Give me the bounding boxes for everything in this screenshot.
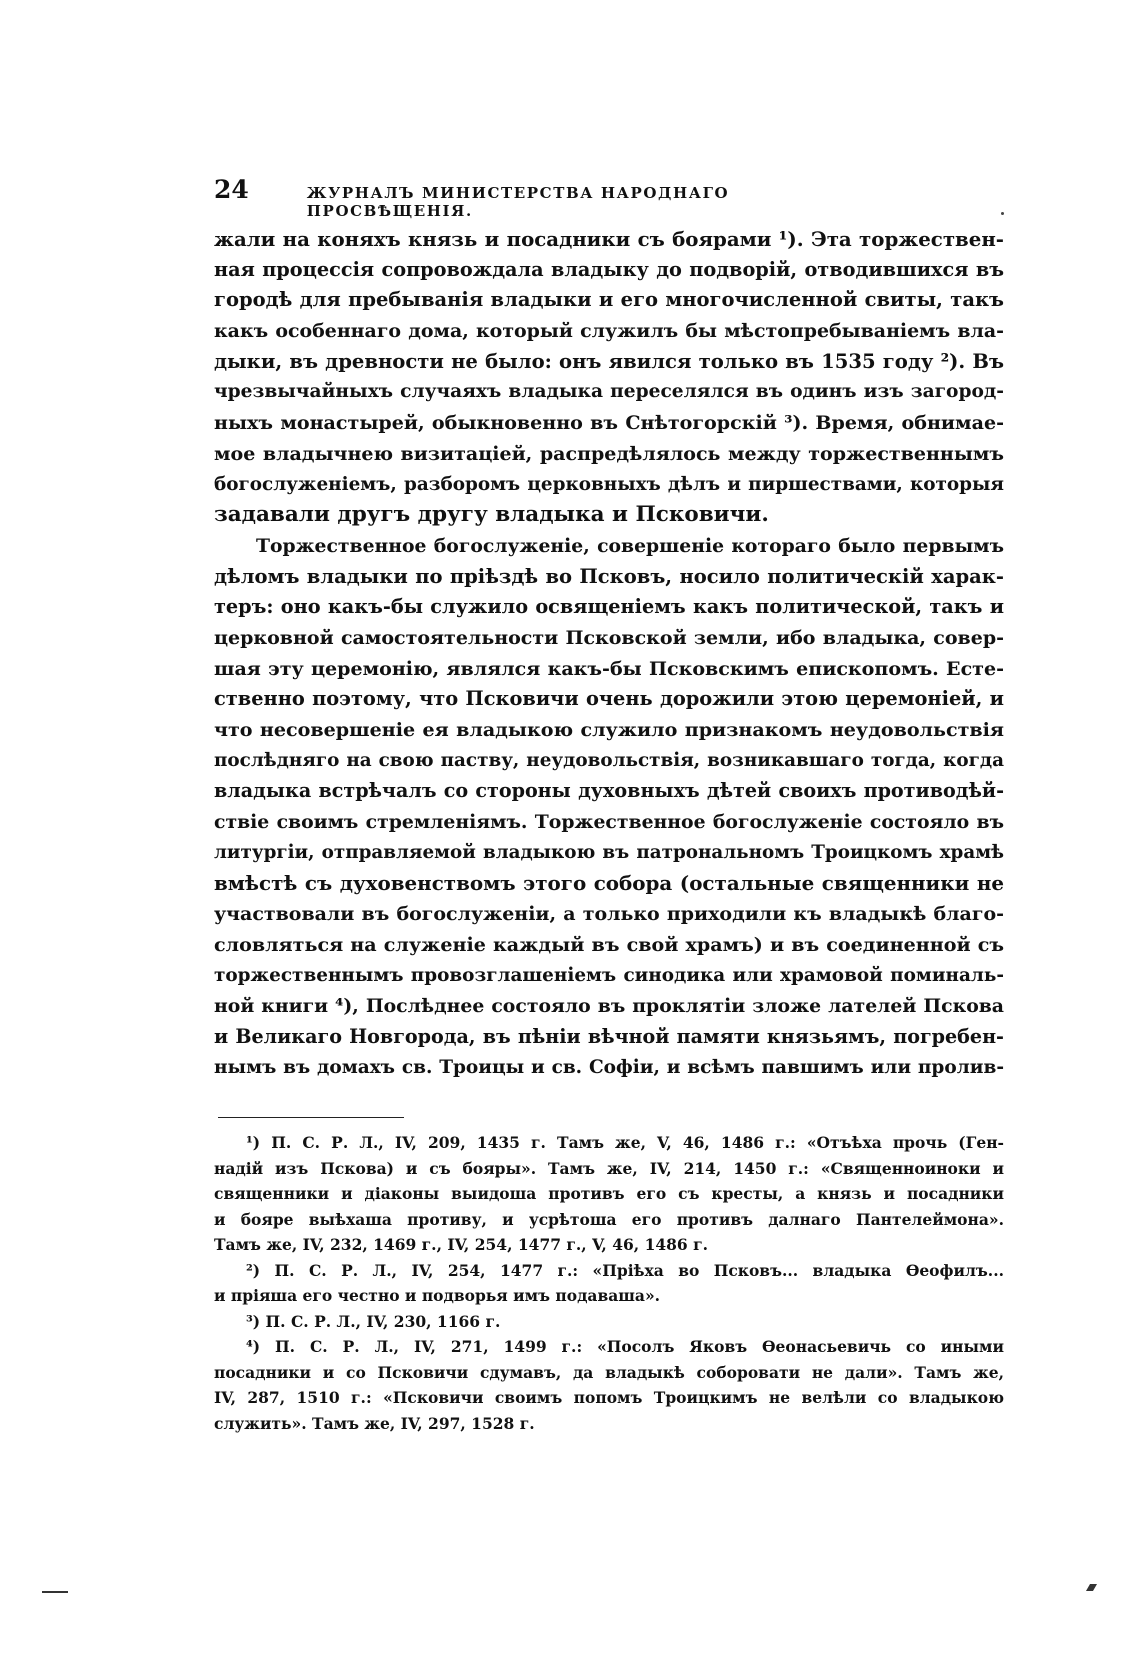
body-line: какъ особеннаго дома, который служилъ бы мѣстопребываніемъ вла- bbox=[214, 320, 1004, 343]
body-line: дыки, въ древности не было: онъ явился только въ 1535 году ²). Въ bbox=[214, 349, 1004, 373]
body-line: владыка встрѣчалъ со стороны духовныхъ дѣтей своихъ противодѣй- bbox=[214, 779, 1004, 803]
footnote-line: и пріяша его честно и подворья имъ подаваша». bbox=[214, 1286, 661, 1305]
footnote-line: надій изъ Пскова) и съ бояры». Тамъ же, IV, 214, 1450 г.: «Священноиноки и bbox=[214, 1158, 1004, 1178]
body-line: торжественнымъ провозглашеніемъ синодика или храмовой поминаль- bbox=[214, 964, 1004, 986]
footnote-line: Тамъ же, IV, 232, 1469 г., IV, 254, 1477 г., V, 46, 1486 г. bbox=[214, 1235, 708, 1254]
footnotes bbox=[214, 1130, 1004, 1436]
body-line: шая эту церемонію, являлся какъ-бы Псковскимъ епископомъ. Есте- bbox=[214, 657, 1004, 680]
body-line: богослуженіемъ, разборомъ церковныхъ дѣлъ и пиршествами, которыя bbox=[214, 473, 1004, 495]
body-line: участвовали въ богослуженіи, а только приходили къ владыкѣ благо- bbox=[214, 903, 1004, 926]
body-line: ствіе своимъ стремленіямъ. Торжественное богослуженіе состояло въ bbox=[214, 811, 1004, 834]
footnote-line: ¹) П. С. Р. Л., IV, 209, 1435 г. Тамъ же, V, 46, 1486 г.: «Отъѣха прочь (Ген- bbox=[246, 1133, 1004, 1152]
margin-mark bbox=[1086, 1584, 1097, 1591]
body-line: чрезвычайныхъ случаяхъ владыка переселялся въ одинъ изъ загород- bbox=[214, 381, 1004, 403]
footnote-line: служить». Тамъ же, IV, 297, 1528 г. bbox=[214, 1413, 535, 1433]
body-line: ственно поэтому, что Псковичи очень дорожили этою церемоніей, и bbox=[214, 687, 1004, 711]
body-line: послѣдняго на свою паству, неудовольствія, возникавшаго тогда, когда bbox=[214, 749, 1004, 771]
running-title: ЖУРНАЛЪ МИНИСТЕРСТВА НАРОДНАГО ПРОСВѢЩЕНІЯ. bbox=[306, 184, 730, 220]
footnote-line: посадники и со Псковичи сдумавъ, да владыкѣ соборовати не дали». Тамъ же, bbox=[214, 1362, 1004, 1382]
body-line: вмѣстѣ съ духовенствомъ этого собора (остальные священники не bbox=[214, 871, 1004, 896]
body-line: что несовершеніе ея владыкою служило признакомъ неудовольствія bbox=[214, 718, 1004, 741]
body-line: жали на коняхъ князь и посадники съ боярами ¹). Эта торжествен- bbox=[214, 227, 1004, 251]
page-header bbox=[214, 175, 898, 220]
body-line: ная процессія сопровождала владыку до подворій, отводившихся въ bbox=[214, 257, 1004, 281]
body-line: литургіи, отправляемой владыкою въ патрональномъ Троицкомъ храмѣ bbox=[214, 841, 1004, 863]
footnote-line: ³) П. С. Р. Л., IV, 230, 1166 г. bbox=[246, 1311, 501, 1331]
footnote-divider bbox=[218, 1117, 404, 1118]
margin-dash bbox=[42, 1591, 68, 1593]
body-line: ныхъ монастырей, обыкновенно въ Снѣтогорскій ³). Время, обнимае- bbox=[214, 412, 1004, 435]
body-line: городѣ для пребыванія владыки и его многочисленной свиты, такъ bbox=[214, 288, 1004, 312]
body-line: ной книги ⁴), Послѣднее состояло въ проклятіи зложе лателей Пскова bbox=[214, 995, 1004, 1018]
body-line: задавали другъ другу владыка и Псковичи. bbox=[214, 502, 769, 528]
scan-speck bbox=[1001, 212, 1004, 215]
footnote-line: ⁴) П. С. Р. Л., IV, 271, 1499 г.: «Посолъ Яковъ Ѳеонасьевичь со иными bbox=[246, 1337, 1004, 1356]
page-number: 24 bbox=[214, 175, 249, 204]
footnote-line: ²) П. С. Р. Л., IV, 254, 1477 г.: «Пріѣха во Псковъ... владыка Ѳеофилъ... bbox=[246, 1260, 1004, 1280]
body-line: дѣломъ владыки по пріѣздѣ во Псковъ, носило политическій харак- bbox=[214, 564, 1004, 588]
body-line: теръ: оно какъ-бы служило освященіемъ какъ политической, такъ и bbox=[214, 595, 1004, 619]
footnote-line: IV, 287, 1510 г.: «Псковичи своимъ попомъ Троицкимъ не велѣли со владыкою bbox=[214, 1388, 1004, 1407]
body-line: нымъ въ домахъ св. Троицы и св. Софіи, и всѣмъ павшимъ или пролив- bbox=[214, 1056, 1004, 1078]
body-line: и Великаго Новгорода, въ пѣніи вѣчной памяти князьямъ, погребен- bbox=[214, 1024, 1004, 1048]
body-text bbox=[214, 224, 1004, 1083]
body-line: словляться на служеніе каждый въ свой храмъ) и въ соединенной съ bbox=[214, 932, 1004, 956]
body-line: мое владычнею визитаціей, распредѣлялось между торжественнымъ bbox=[214, 442, 1004, 465]
body-line: Торжественное богослуженіе, совершеніе котораго было первымъ bbox=[256, 534, 1004, 557]
footnote-line: и бояре выѣхаша противу, и усрѣтоша его противъ далнаго Пантелеймона». bbox=[214, 1209, 1004, 1229]
footnote-line: священники и діаконы выидоша противъ его съ кресты, а князь и посадники bbox=[214, 1184, 1004, 1203]
body-line: церковной самостоятельности Псковской земли, ибо владыка, совер- bbox=[214, 626, 1004, 649]
